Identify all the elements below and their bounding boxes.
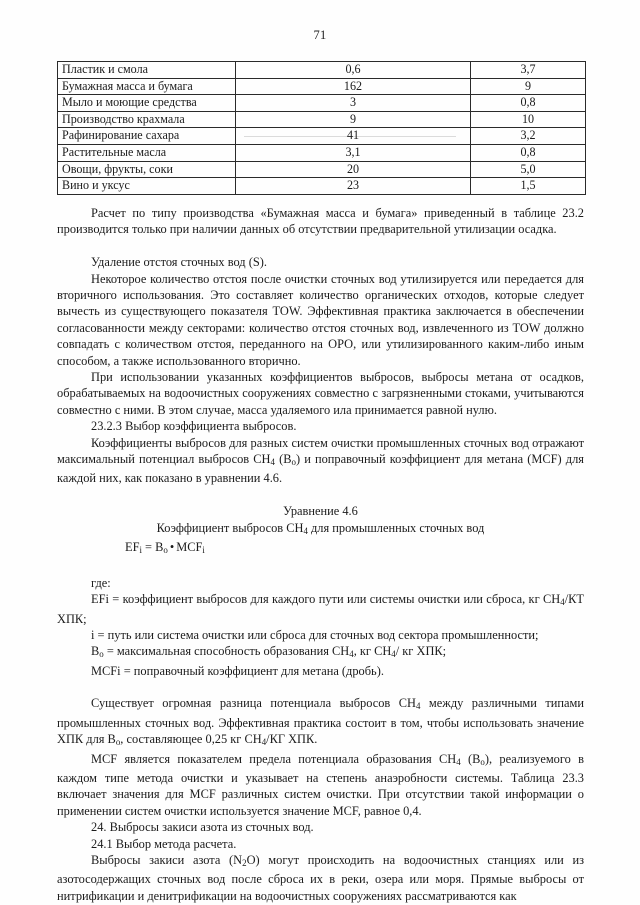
ch4-subscript: 4: [303, 525, 308, 536]
table-row: [58, 128, 586, 145]
paragraph-table-note: Расчет по типу производства «Бумажная масса и бумага» приведенный в таблице 23.2 производится только при наличии данных об отсутствии предварительной утилизации осадка.: [57, 206, 584, 237]
table-cell-value-2: 3,7: [471, 62, 586, 79]
table-cell-label: Бумажная масса и бумага: [58, 78, 236, 95]
table-cell-value-2: 9: [471, 78, 586, 95]
definition-bo-part-e: , кг CH: [353, 644, 392, 659]
definition-efi-text: EFi = коэффициент выбросов для каждого пути или системы очистки или сброса, кг: [91, 592, 540, 607]
definition-efi: [57, 591, 584, 627]
table-cell-value-2: 0,8: [471, 144, 586, 161]
paragraph-coefficient-use: При использовании указанных коэффициентов выбросов, выбросы метана от осадков, обрабатываемых на водоочистных сооружениях совместно с загрязненными стоками, учитываются совместно с ними. В этом случае, масса удаляемого ила принимается равной нулю.: [57, 370, 584, 417]
equation-subtitle-part-c: для промышленных сточных вод: [307, 520, 485, 535]
paragraph-sludge: Некоторое количество отстоя после очистки сточных вод утилизируется или передается для вторичного использования. Это составляет количество органических отходов, которые следует вычесть из существующего показателя TOW. Эффективная практика заключается в обеспечении согласованности между секторами: количество отстоя сточных вод, извлеченного из TOW должно совпадать с количеством отстоя, переданного на ОРО, или утилизированного каким-либо иным способом, а также использованного вторично.: [57, 271, 584, 368]
formula-ef-equation: [57, 539, 584, 558]
table-cell-value-2: 3,2: [471, 128, 586, 145]
table-body: [58, 62, 586, 195]
table-row: [58, 144, 586, 161]
table-row: [58, 178, 586, 195]
equation-subtitle-part-a: Коэффициент выбросов CH: [156, 520, 304, 535]
formula-equals-b: = B: [141, 540, 164, 554]
table-cell-value-1: 20: [236, 161, 471, 178]
n2o-part-a: Выбросы закиси азота (N: [91, 853, 243, 867]
industry-cod-table: [57, 61, 586, 195]
definition-efi-unit-a: CH: [543, 592, 561, 607]
formula-ef-subscript: i: [139, 544, 142, 555]
mcf-part-c: (B: [460, 751, 481, 766]
table-cell-value-2: 5,0: [471, 161, 586, 178]
paragraph-mcf: [57, 751, 584, 820]
bo-subscript: o: [291, 457, 296, 468]
definition-mcfi: MCFi = поправочный коэффициент для метана (дробь).: [91, 663, 384, 678]
ch4-subscript: 4: [261, 737, 267, 748]
table-cell-value-1: 0,6: [236, 62, 471, 79]
ch4-subscript: 4: [349, 649, 354, 660]
table-cell-label: Пластик и смола: [58, 62, 236, 79]
table-row: [58, 161, 586, 178]
formula-b-subscript: o: [163, 544, 168, 555]
table-cell-value-1: 41: [236, 128, 471, 145]
mcf-part-e: ), реализуемого в каждом типе метода очистки и указывает на степень анаэробности системы. Таблица 23.3 включает значения для MCF различных систем очистки. При отсутствии такой информации о применении систем очистки используется значение MCF, равное 0,4.: [57, 751, 584, 818]
ch4-subscript: 4: [456, 756, 461, 767]
ch4-subscript: 4: [560, 597, 565, 608]
definition-bo-part-g: / кг ХПК;: [395, 644, 447, 659]
bo-subscript: o: [99, 649, 104, 660]
bo-value-part-e: , составляющее 0,25 кг CH: [120, 732, 262, 747]
document-body: [57, 205, 584, 904]
definition-bo-part-a: B: [91, 644, 100, 659]
table-row: [58, 62, 586, 79]
table-cell-value-2: 10: [471, 111, 586, 128]
definition-bo-part-c: = максимальная способность образования CH: [103, 644, 350, 659]
paragraph-n2o: [57, 852, 584, 904]
table-cell-label: Растительные масла: [58, 144, 236, 161]
bo-value-part-a: Существует огромная разница потенциала выбросов CH: [91, 696, 416, 711]
bo-subscript: o: [480, 756, 485, 767]
table-cell-label: Рафинирование сахара: [58, 128, 236, 145]
heading-sludge-removal: Удаление отстоя сточных вод (S).: [91, 255, 267, 270]
formula-mcf: MCF: [176, 540, 203, 554]
table-row: [58, 95, 586, 112]
table-cell-label: Производство крахмала: [58, 111, 236, 128]
equation-heading-block: [57, 503, 584, 539]
formula-mcf-subscript: i: [202, 544, 205, 555]
definition-bo: [57, 643, 584, 662]
ch4-subscript: 4: [391, 649, 396, 660]
table-row: [58, 78, 586, 95]
heading-24: 24. Выбросы закиси азота из сточных вод.: [91, 820, 314, 835]
bo-value-part-g: /КГ ХПК.: [266, 732, 318, 747]
table-cell-value-1: 3,1: [236, 144, 471, 161]
table-row: [58, 111, 586, 128]
bo-subscript: o: [115, 737, 121, 748]
coeff-desc-part-a: Коэффициенты выбросов для разных систем очистки промышленных сточных вод отражают максимальный потенциал выбросов CH: [57, 435, 584, 467]
table-cell-value-1: 3: [236, 95, 471, 112]
table-cell-value-1: 9: [236, 111, 471, 128]
table-cell-value-1: 162: [236, 78, 471, 95]
paragraph-coefficient-description: [57, 435, 584, 487]
n2o-subscript: 2: [242, 857, 247, 868]
table-cell-label: Вино и уксус: [58, 178, 236, 195]
page-number: 71: [313, 28, 327, 42]
heading-23-2-3: 23.2.3 Выбор коэффициента выбросов.: [91, 419, 297, 434]
equation-title: Уравнение 4.6: [283, 504, 358, 519]
definition-efi-unit-c: /КТ ХПК;: [57, 592, 584, 626]
where-label: где:: [91, 575, 111, 590]
table-cell-label: Мыло и моющие средства: [58, 95, 236, 112]
formula-multiply-dot: •: [169, 540, 175, 554]
formula-ef: EF: [125, 540, 140, 554]
n2o-part-c: O) могут происходить на водоочистных станциях или из азотосодержащих сточных вод после сброса их в реки, озера или моря. Прямые выбросы от нитрификации и денитрификации на водоочистных сооружениях рассматриваются как: [57, 853, 584, 903]
mcf-part-a: MCF является показателем предела потенциала образования CH: [91, 751, 457, 766]
heading-24-1: 24.1 Выбор метода расчета.: [91, 836, 237, 851]
ch4-subscript: 4: [270, 457, 275, 468]
table-cell-label: Овощи, фрукты, соки: [58, 161, 236, 178]
bo-value-part-c: между различными типами промышленных сточных вод. Эффективная практика состоит в том, чтобы использовать значение ХПК для B: [57, 696, 584, 747]
coeff-desc-part-c: (B: [274, 452, 292, 467]
paragraph-bo-value: [57, 695, 584, 750]
definitions-block: [57, 575, 584, 679]
equation-subtitle: [57, 520, 584, 539]
coeff-desc-part-e: ) и поправочный коэффициент для метана (MCF) для каждой них, как показано в уравнении 4.6.: [57, 452, 584, 486]
table-cell-value-2: 0,8: [471, 95, 586, 112]
ch4-subscript: 4: [415, 701, 421, 712]
table-cell-value-2: 1,5: [471, 178, 586, 195]
table-cell-value-1: 23: [236, 178, 471, 195]
definition-i: i = путь или система очистки или сброса для сточных вод сектора промышленности;: [91, 627, 539, 642]
